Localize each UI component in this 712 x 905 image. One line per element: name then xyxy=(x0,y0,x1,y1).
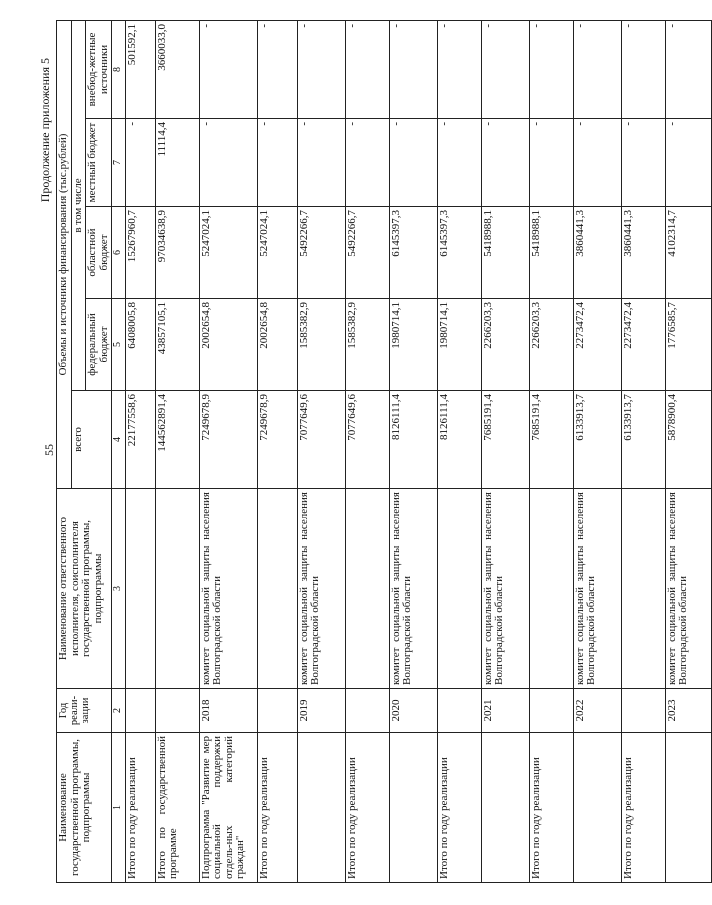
local-cell: - xyxy=(199,119,257,207)
federal-cell: 2273472,4 xyxy=(621,299,665,391)
header-total: всего xyxy=(71,391,112,489)
executor-cell: комитет социальной защиты населения Волгоградской области xyxy=(481,489,529,689)
column-number: 7 xyxy=(112,119,126,207)
executor-cell: комитет социальной защиты населения Волгоградской области xyxy=(389,489,437,689)
column-number: 8 xyxy=(112,20,126,118)
total-cell: 7249678,9 xyxy=(199,391,257,489)
program-name-cell xyxy=(297,733,345,883)
total-cell: 5878900,4 xyxy=(665,391,711,489)
federal-cell: 1980714,1 xyxy=(437,299,481,391)
year-cell: 2019 xyxy=(297,689,345,733)
total-cell: 7077649,6 xyxy=(297,391,345,489)
executor-cell: комитет социальной защиты населения Волгоградской области xyxy=(199,489,257,689)
program-name-cell: Итого по году реализации xyxy=(437,733,481,883)
federal-cell: 2002654,8 xyxy=(257,299,297,391)
executor-cell xyxy=(621,489,665,689)
column-number: 4 xyxy=(112,391,126,489)
header-regional: областной бюджет xyxy=(86,207,112,299)
table-row xyxy=(437,20,481,882)
year-cell xyxy=(621,689,665,733)
program-name-cell xyxy=(665,733,711,883)
regional-cell: 5492266,7 xyxy=(297,207,345,299)
year-cell xyxy=(257,689,297,733)
total-cell: 7077649,6 xyxy=(345,391,389,489)
program-name-cell: Подпрограмма "Развитие мер социальной поддержки отдель-ных категорий граждан" xyxy=(199,733,257,883)
local-cell: 11114,4 xyxy=(155,119,199,207)
program-name-cell xyxy=(481,733,529,883)
regional-cell: 5247024,1 xyxy=(257,207,297,299)
table-row xyxy=(529,20,573,882)
total-cell: 144562891,4 xyxy=(155,391,199,489)
header-program: Наименование государственной программы, подпрограммы xyxy=(57,733,112,883)
program-name-cell xyxy=(389,733,437,883)
header-local: местный бюджет xyxy=(86,119,112,207)
year-cell: 2023 xyxy=(665,689,711,733)
executor-cell: комитет социальной защиты населения Волгоградской области xyxy=(573,489,621,689)
program-name-cell xyxy=(573,733,621,883)
regional-cell: 3860441,3 xyxy=(573,207,621,299)
local-cell: - xyxy=(621,119,665,207)
page-number: 55 xyxy=(42,444,56,456)
local-cell: - xyxy=(529,119,573,207)
table-row xyxy=(573,20,621,882)
federal-cell: 2266203,3 xyxy=(529,299,573,391)
extra-cell: - xyxy=(345,20,389,118)
extra-cell: - xyxy=(199,20,257,118)
federal-cell: 2266203,3 xyxy=(481,299,529,391)
header-year: Год реали-зации xyxy=(57,689,112,733)
year-cell xyxy=(529,689,573,733)
regional-cell: 6145397,3 xyxy=(389,207,437,299)
year-cell xyxy=(125,689,155,733)
program-name-cell: Итого по году реализации xyxy=(125,733,155,883)
year-cell: 2020 xyxy=(389,689,437,733)
table-row xyxy=(665,20,711,882)
table-row xyxy=(345,20,389,882)
total-cell: 8126111,4 xyxy=(437,391,481,489)
federal-cell: 1980714,1 xyxy=(389,299,437,391)
column-number: 3 xyxy=(112,489,126,689)
extra-cell: - xyxy=(621,20,665,118)
local-cell: - xyxy=(257,119,297,207)
regional-cell: 3860441,3 xyxy=(621,207,665,299)
total-cell: 22177558,6 xyxy=(125,391,155,489)
regional-cell: 5492266,7 xyxy=(345,207,389,299)
extra-cell: - xyxy=(529,20,573,118)
year-cell xyxy=(437,689,481,733)
regional-cell: 5247024,1 xyxy=(199,207,257,299)
program-name-cell: Итого по году реализации xyxy=(257,733,297,883)
local-cell: - xyxy=(297,119,345,207)
executor-cell xyxy=(155,489,199,689)
extra-cell: - xyxy=(389,20,437,118)
regional-cell: 5418988,1 xyxy=(529,207,573,299)
executor-cell xyxy=(125,489,155,689)
total-cell: 7249678,9 xyxy=(257,391,297,489)
extra-cell: - xyxy=(481,20,529,118)
year-cell: 2021 xyxy=(481,689,529,733)
total-cell: 7685191,4 xyxy=(481,391,529,489)
extra-cell: - xyxy=(297,20,345,118)
extra-cell: - xyxy=(665,20,711,118)
federal-cell: 2273472,4 xyxy=(573,299,621,391)
executor-cell xyxy=(345,489,389,689)
executor-cell xyxy=(257,489,297,689)
regional-cell: 97034638,9 xyxy=(155,207,199,299)
federal-cell: 2002654,8 xyxy=(199,299,257,391)
executor-cell xyxy=(437,489,481,689)
local-cell: - xyxy=(125,119,155,207)
table-row xyxy=(621,20,665,882)
extra-cell: 3660033,0 xyxy=(155,20,199,118)
local-cell: - xyxy=(665,119,711,207)
federal-cell: 1776585,7 xyxy=(665,299,711,391)
header-executor: Наименование ответственного исполнителя, соисполнителя государственной программы, подпрограммы xyxy=(57,489,112,689)
column-number: 6 xyxy=(112,207,126,299)
column-number: 5 xyxy=(112,299,126,391)
total-cell: 7685191,4 xyxy=(529,391,573,489)
regional-cell: 15267960,7 xyxy=(125,207,155,299)
table-row xyxy=(257,20,297,882)
regional-cell: 5418988,1 xyxy=(481,207,529,299)
year-cell xyxy=(155,689,199,733)
extra-cell: - xyxy=(437,20,481,118)
regional-cell: 4102314,7 xyxy=(665,207,711,299)
header-federal: федеральный бюджет xyxy=(86,299,112,391)
extra-cell: 501592,1 xyxy=(125,20,155,118)
year-cell: 2022 xyxy=(573,689,621,733)
regional-cell: 6145397,3 xyxy=(437,207,481,299)
table-row xyxy=(199,20,257,882)
total-cell: 6133913,7 xyxy=(573,391,621,489)
program-name-cell: Итого по государственной программе xyxy=(155,733,199,883)
federal-cell: 1585382,9 xyxy=(345,299,389,391)
executor-cell: комитет социальной защиты населения Волгоградской области xyxy=(297,489,345,689)
total-cell: 8126111,4 xyxy=(389,391,437,489)
table-row xyxy=(155,20,199,882)
extra-cell: - xyxy=(573,20,621,118)
table-row xyxy=(125,20,155,882)
header-funding: Объемы и источники финансирования (тыс.рублей) xyxy=(57,20,72,488)
program-name-cell: Итого по году реализации xyxy=(529,733,573,883)
federal-cell: 43857105,1 xyxy=(155,299,199,391)
local-cell: - xyxy=(573,119,621,207)
executor-cell: комитет социальной защиты населения Волгоградской области xyxy=(665,489,711,689)
funding-table xyxy=(56,20,712,883)
extra-cell: - xyxy=(257,20,297,118)
program-name-cell: Итого по году реализации xyxy=(345,733,389,883)
federal-cell: 1585382,9 xyxy=(297,299,345,391)
continuation-label: Продолжение приложения 5 xyxy=(38,58,52,203)
local-cell: - xyxy=(345,119,389,207)
column-number: 2 xyxy=(112,689,126,733)
table-row xyxy=(481,20,529,882)
year-cell: 2018 xyxy=(199,689,257,733)
header-extra: внебюд-жетные источники xyxy=(86,20,112,118)
program-name-cell: Итого по году реализации xyxy=(621,733,665,883)
table-row xyxy=(297,20,345,882)
executor-cell xyxy=(529,489,573,689)
total-cell: 6133913,7 xyxy=(621,391,665,489)
local-cell: - xyxy=(389,119,437,207)
year-cell xyxy=(345,689,389,733)
header-including: в том числе xyxy=(71,20,86,390)
column-number: 1 xyxy=(112,733,126,883)
table-row xyxy=(389,20,437,882)
local-cell: - xyxy=(481,119,529,207)
local-cell: - xyxy=(437,119,481,207)
federal-cell: 6408005,8 xyxy=(125,299,155,391)
